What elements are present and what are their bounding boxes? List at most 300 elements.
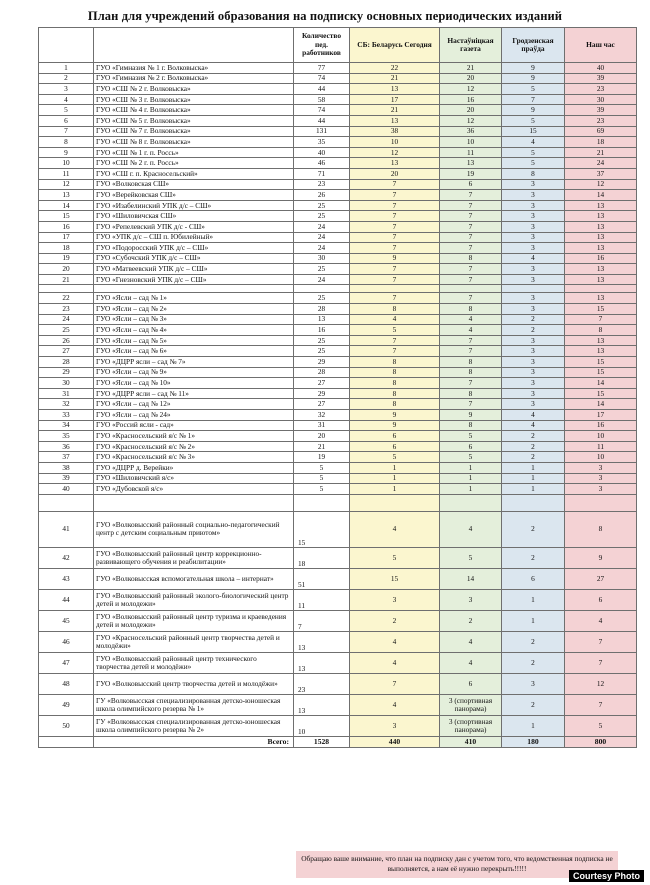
cell-institution: ГУО «Ясли – сад № 24» xyxy=(94,410,294,421)
cell-nast: 21 xyxy=(440,63,502,74)
cell-staff: 31 xyxy=(294,420,350,431)
cell-grod: 15 xyxy=(502,126,565,137)
cell-number: 34 xyxy=(39,420,94,431)
cell-sb: 7 xyxy=(350,221,440,232)
cell-sb: 5 xyxy=(350,547,440,568)
cell-institution: ГУО «Гимназия № 1 г. Волковыска» xyxy=(94,63,294,74)
cell-grod xyxy=(502,285,565,293)
header-grod: Гродзенская праўда xyxy=(502,28,565,63)
cell-institution: ГУО «Ясли – сад № 5» xyxy=(94,335,294,346)
cell-grod: 7 xyxy=(502,94,565,105)
cell-number: 3 xyxy=(39,84,94,95)
cell-sb: 7 xyxy=(350,243,440,254)
cell-nast: 6 xyxy=(440,441,502,452)
cell-grod: 3 xyxy=(502,264,565,275)
cell-number: 17 xyxy=(39,232,94,243)
cell-grod: 1 xyxy=(502,462,565,473)
cell-institution: ГУО «Волковысский центр творчества детей и молодёжи» xyxy=(94,673,294,694)
cell-number: 43 xyxy=(39,568,94,589)
cell-institution: ГУО «СШ № 7 г. Волковыска» xyxy=(94,126,294,137)
cell-grod: 3 xyxy=(502,673,565,694)
cell-number: 40 xyxy=(39,484,94,495)
cell-number: 42 xyxy=(39,547,94,568)
cell-grod: 3 xyxy=(502,232,565,243)
cell-number: 49 xyxy=(39,694,94,715)
cell-nash: 13 xyxy=(565,243,637,254)
cell-nast: 7 xyxy=(440,335,502,346)
cell-nast: 5 xyxy=(440,431,502,442)
cell-nast: 8 xyxy=(440,253,502,264)
cell-staff: 19 xyxy=(294,452,350,463)
cell-nast: 3 (спортивная панорама) xyxy=(440,715,502,736)
cell-staff xyxy=(294,285,350,293)
cell-nash: 27 xyxy=(565,568,637,589)
cell-nash: 3 xyxy=(565,484,637,495)
total-nash: 800 xyxy=(565,736,637,747)
cell-nast: 7 xyxy=(440,346,502,357)
table-row xyxy=(39,568,637,589)
cell-nast: 14 xyxy=(440,568,502,589)
cell-number: 28 xyxy=(39,357,94,368)
cell-sb: 4 xyxy=(350,631,440,652)
cell-staff: 46 xyxy=(294,158,350,169)
cell-institution: ГУО «ДЦРР ясли – сад № 11» xyxy=(94,388,294,399)
cell-sb: 6 xyxy=(350,431,440,442)
cell-nash: 16 xyxy=(565,420,637,431)
cell-sb: 7 xyxy=(350,346,440,357)
cell-number: 14 xyxy=(39,200,94,211)
cell-institution: ГУО «Волковысский районный центр туризма и краеведения детей и молодежи» xyxy=(94,610,294,631)
cell-staff: 21 xyxy=(294,441,350,452)
cell-staff: 25 xyxy=(294,211,350,222)
cell-sb: 13 xyxy=(350,158,440,169)
cell-number xyxy=(39,285,94,293)
cell-staff: 24 xyxy=(294,221,350,232)
cell-grod: 3 xyxy=(502,190,565,201)
table-row xyxy=(39,357,637,368)
cell-sb: 13 xyxy=(350,84,440,95)
cell-nash xyxy=(565,494,637,511)
cell-nast: 7 xyxy=(440,264,502,275)
cell-nast: 8 xyxy=(440,304,502,315)
table-row xyxy=(39,158,637,169)
cell-nash: 7 xyxy=(565,694,637,715)
spacer-row xyxy=(39,494,637,511)
cell-number: 18 xyxy=(39,243,94,254)
table-row xyxy=(39,511,637,547)
table-row xyxy=(39,388,637,399)
table-row xyxy=(39,211,637,222)
cell-staff: 15 xyxy=(294,511,350,547)
cell-number: 36 xyxy=(39,441,94,452)
cell-sb: 8 xyxy=(350,378,440,389)
cell-nash: 10 xyxy=(565,431,637,442)
cell-sb xyxy=(350,494,440,511)
cell-staff: 44 xyxy=(294,84,350,95)
header-staff: Количество пед. работников xyxy=(294,28,350,63)
table-row xyxy=(39,243,637,254)
table-row xyxy=(39,473,637,484)
cell-nash xyxy=(565,285,637,293)
cell-institution: ГУО «Дубовской я/с» xyxy=(94,484,294,495)
cell-grod: 3 xyxy=(502,367,565,378)
cell-sb: 1 xyxy=(350,484,440,495)
cell-institution: ГУО «СШ № 4 г. Волковыска» xyxy=(94,105,294,116)
cell-number: 27 xyxy=(39,346,94,357)
cell-staff: 18 xyxy=(294,547,350,568)
cell-staff: 20 xyxy=(294,431,350,442)
cell-grod: 3 xyxy=(502,211,565,222)
cell-nash: 14 xyxy=(565,378,637,389)
cell-staff: 24 xyxy=(294,232,350,243)
cell-sb: 4 xyxy=(350,694,440,715)
cell-grod: 1 xyxy=(502,589,565,610)
header-institution xyxy=(94,28,294,63)
cell-institution: ГУ «Волковысская специализированная детско-юношеская школа олимпийского резерва № 1» xyxy=(94,694,294,715)
table-row xyxy=(39,462,637,473)
table-row xyxy=(39,452,637,463)
cell-sb: 21 xyxy=(350,73,440,84)
cell-staff: 25 xyxy=(294,346,350,357)
cell-number xyxy=(39,494,94,511)
cell-nash: 13 xyxy=(565,200,637,211)
cell-institution: ГУО «Россий ясли - сад» xyxy=(94,420,294,431)
table-row xyxy=(39,399,637,410)
cell-institution: ГУО «Ясли – сад № 10» xyxy=(94,378,294,389)
cell-nast: 7 xyxy=(440,221,502,232)
table-header-row xyxy=(39,28,637,63)
cell-institution: ГУО «Субочский УПК д/с – СШ» xyxy=(94,253,294,264)
cell-grod: 2 xyxy=(502,694,565,715)
cell-number: 29 xyxy=(39,367,94,378)
cell-sb: 10 xyxy=(350,137,440,148)
cell-nash: 14 xyxy=(565,399,637,410)
cell-number: 50 xyxy=(39,715,94,736)
table-row xyxy=(39,314,637,325)
cell-number: 48 xyxy=(39,673,94,694)
cell-grod: 3 xyxy=(502,293,565,304)
cell-grod xyxy=(502,494,565,511)
cell-sb: 7 xyxy=(350,264,440,275)
cell-number: 35 xyxy=(39,431,94,442)
cell-number: 23 xyxy=(39,304,94,315)
cell-grod: 9 xyxy=(502,63,565,74)
cell-institution: ГУО «Красносельский я/с № 2» xyxy=(94,441,294,452)
cell-grod: 2 xyxy=(502,452,565,463)
cell-institution xyxy=(94,285,294,293)
cell-nast: 7 xyxy=(440,200,502,211)
cell-institution: ГУО «Красносельский я/с № 1» xyxy=(94,431,294,442)
cell-nast: 11 xyxy=(440,147,502,158)
cell-nash: 39 xyxy=(565,105,637,116)
cell-nash: 13 xyxy=(565,274,637,285)
cell-nast: 20 xyxy=(440,105,502,116)
cell-staff: 5 xyxy=(294,473,350,484)
cell-nast: 36 xyxy=(440,126,502,137)
cell-number: 47 xyxy=(39,652,94,673)
cell-institution: ГУО «Шиловичская СШ» xyxy=(94,211,294,222)
cell-number: 1 xyxy=(39,63,94,74)
table-row xyxy=(39,410,637,421)
table-row xyxy=(39,304,637,315)
cell-institution: ГУО «ДЦРР ясли – сад № 7» xyxy=(94,357,294,368)
cell-number: 15 xyxy=(39,211,94,222)
table-row xyxy=(39,652,637,673)
table-row xyxy=(39,264,637,275)
header-nast: Настаўніцкая газета xyxy=(440,28,502,63)
cell-staff: 25 xyxy=(294,335,350,346)
total-sb: 440 xyxy=(350,736,440,747)
cell-staff: 10 xyxy=(294,715,350,736)
cell-grod: 3 xyxy=(502,274,565,285)
cell-institution: ГУО «Ясли – сад № 12» xyxy=(94,399,294,410)
cell-nash: 7 xyxy=(565,314,637,325)
cell-sb: 38 xyxy=(350,126,440,137)
cell-number: 37 xyxy=(39,452,94,463)
cell-staff: 71 xyxy=(294,168,350,179)
cell-institution: ГУО «Матвеевский УПК д/с – СШ» xyxy=(94,264,294,275)
table-row xyxy=(39,589,637,610)
cell-nash: 15 xyxy=(565,357,637,368)
cell-nast: 1 xyxy=(440,462,502,473)
table-row xyxy=(39,547,637,568)
cell-grod: 1 xyxy=(502,473,565,484)
cell-nash: 39 xyxy=(565,73,637,84)
cell-number: 2 xyxy=(39,73,94,84)
cell-sb: 7 xyxy=(350,200,440,211)
cell-nash: 15 xyxy=(565,304,637,315)
cell-grod: 5 xyxy=(502,115,565,126)
cell-staff: 25 xyxy=(294,264,350,275)
cell-nash: 23 xyxy=(565,115,637,126)
cell-nast: 5 xyxy=(440,547,502,568)
cell-institution: ГУО «Волковысская вспомогательная школа – интернат» xyxy=(94,568,294,589)
table-row xyxy=(39,293,637,304)
table-row xyxy=(39,631,637,652)
table-row xyxy=(39,274,637,285)
table-row xyxy=(39,115,637,126)
cell-grod: 1 xyxy=(502,715,565,736)
cell-staff: 23 xyxy=(294,179,350,190)
cell-number: 33 xyxy=(39,410,94,421)
cell-sb: 15 xyxy=(350,568,440,589)
cell-nash: 7 xyxy=(565,631,637,652)
cell-institution: ГУО «Волковысский районный социально-педагогический центр с детским социальным приютом» xyxy=(94,511,294,547)
header-sb: СБ: Беларусь Сегодня xyxy=(350,28,440,63)
cell-nast: 13 xyxy=(440,158,502,169)
cell-staff: 27 xyxy=(294,378,350,389)
total-row xyxy=(39,736,637,747)
cell-nast: 10 xyxy=(440,137,502,148)
cell-staff: 35 xyxy=(294,137,350,148)
cell-number: 45 xyxy=(39,610,94,631)
cell-nast: 6 xyxy=(440,673,502,694)
cell-grod: 3 xyxy=(502,399,565,410)
cell-nash: 30 xyxy=(565,94,637,105)
cell-number: 39 xyxy=(39,473,94,484)
cell-nash: 6 xyxy=(565,589,637,610)
table-row xyxy=(39,63,637,74)
cell-nast: 3 xyxy=(440,589,502,610)
cell-grod: 2 xyxy=(502,511,565,547)
table-row xyxy=(39,325,637,336)
cell-sb: 13 xyxy=(350,115,440,126)
cell-institution: ГУО «Волковысский районный центр коррекционно-развивающего обучения и реабилитации» xyxy=(94,547,294,568)
cell-nast xyxy=(440,494,502,511)
cell-grod: 3 xyxy=(502,346,565,357)
table-row xyxy=(39,221,637,232)
cell-staff: 16 xyxy=(294,325,350,336)
total-nast: 410 xyxy=(440,736,502,747)
cell-grod: 3 xyxy=(502,378,565,389)
table-row xyxy=(39,168,637,179)
cell-institution: ГУО «Ясли – сад № 2» xyxy=(94,304,294,315)
table-row xyxy=(39,335,637,346)
cell-sb: 7 xyxy=(350,293,440,304)
cell-nast: 8 xyxy=(440,420,502,431)
cell-number: 16 xyxy=(39,221,94,232)
cell-sb: 22 xyxy=(350,63,440,74)
cell-institution: ГУО «Ясли – сад № 4» xyxy=(94,325,294,336)
cell-sb: 7 xyxy=(350,232,440,243)
cell-staff: 25 xyxy=(294,200,350,211)
cell-nast: 7 xyxy=(440,211,502,222)
cell-nast: 7 xyxy=(440,293,502,304)
cell-number: 7 xyxy=(39,126,94,137)
cell-sb: 9 xyxy=(350,420,440,431)
cell-staff: 26 xyxy=(294,190,350,201)
cell-sb: 7 xyxy=(350,190,440,201)
cell-staff: 51 xyxy=(294,568,350,589)
cell-number: 8 xyxy=(39,137,94,148)
cell-nast: 12 xyxy=(440,115,502,126)
table-row xyxy=(39,420,637,431)
table-row xyxy=(39,431,637,442)
cell-sb: 4 xyxy=(350,314,440,325)
table-row xyxy=(39,441,637,452)
cell-grod: 3 xyxy=(502,243,565,254)
cell-sb: 8 xyxy=(350,399,440,410)
cell-institution: ГУО «СШ № 3 г. Волковыска» xyxy=(94,94,294,105)
cell-staff: 23 xyxy=(294,673,350,694)
cell-nast: 7 xyxy=(440,243,502,254)
cell-nash: 4 xyxy=(565,610,637,631)
cell-sb: 8 xyxy=(350,367,440,378)
cell-institution xyxy=(94,494,294,511)
cell-nast: 2 xyxy=(440,610,502,631)
cell-sb: 1 xyxy=(350,473,440,484)
cell-sb: 8 xyxy=(350,388,440,399)
cell-nash: 12 xyxy=(565,673,637,694)
cell-number: 22 xyxy=(39,293,94,304)
cell-number: 25 xyxy=(39,325,94,336)
cell-staff: 28 xyxy=(294,304,350,315)
table-row xyxy=(39,126,637,137)
cell-nash: 10 xyxy=(565,452,637,463)
cell-number: 46 xyxy=(39,631,94,652)
cell-number: 30 xyxy=(39,378,94,389)
table-row xyxy=(39,715,637,736)
cell-sb: 2 xyxy=(350,610,440,631)
cell-staff: 28 xyxy=(294,367,350,378)
cell-grod: 5 xyxy=(502,84,565,95)
cell-grod: 2 xyxy=(502,441,565,452)
cell-nast: 7 xyxy=(440,399,502,410)
cell-nash: 8 xyxy=(565,325,637,336)
cell-grod: 2 xyxy=(502,314,565,325)
cell-institution: ГУ «Волковысская специализированная детско-юношеская школа олимпийского резерва № 2» xyxy=(94,715,294,736)
cell-staff: 74 xyxy=(294,105,350,116)
cell-grod: 6 xyxy=(502,568,565,589)
table-row xyxy=(39,84,637,95)
cell-grod: 3 xyxy=(502,221,565,232)
cell-staff: 11 xyxy=(294,589,350,610)
cell-nast: 4 xyxy=(440,314,502,325)
cell-staff: 5 xyxy=(294,462,350,473)
cell-nash: 3 xyxy=(565,473,637,484)
cell-nast xyxy=(440,285,502,293)
cell-institution: ГУО «Шиловичский я/с» xyxy=(94,473,294,484)
cell-nast: 8 xyxy=(440,367,502,378)
cell-nast: 1 xyxy=(440,473,502,484)
table-row xyxy=(39,694,637,715)
cell-institution: ГУО «Волковысский районный центр технического творчества детей и молодёжи» xyxy=(94,652,294,673)
table-row xyxy=(39,190,637,201)
cell-sb: 3 xyxy=(350,589,440,610)
cell-institution: ГУО «Ясли – сад № 6» xyxy=(94,346,294,357)
header-number xyxy=(39,28,94,63)
cell-nast: 9 xyxy=(440,410,502,421)
cell-institution: ГУО «СШ № 2 г. Волковыска» xyxy=(94,84,294,95)
cell-institution: ГУО «СШ № 2 г. п. Россь» xyxy=(94,158,294,169)
cell-nast: 20 xyxy=(440,73,502,84)
cell-staff: 13 xyxy=(294,631,350,652)
cell-institution: ГУО «СШ № 1 г. п. Россь» xyxy=(94,147,294,158)
cell-nash: 13 xyxy=(565,335,637,346)
cell-staff: 13 xyxy=(294,694,350,715)
cell-nash: 15 xyxy=(565,367,637,378)
cell-nast: 8 xyxy=(440,388,502,399)
cell-institution: ГУО «СШ № 8 г. Волковыска» xyxy=(94,137,294,148)
cell-institution: ГУО «Подоросский УПК д/с – СШ» xyxy=(94,243,294,254)
cell-sb: 1 xyxy=(350,462,440,473)
cell-staff: 5 xyxy=(294,484,350,495)
cell-staff: 29 xyxy=(294,388,350,399)
cell-institution: ГУО «СШ № 5 г. Волковыска» xyxy=(94,115,294,126)
cell-nast: 7 xyxy=(440,378,502,389)
total-label: Всего: xyxy=(94,736,294,747)
cell-institution: ГУО «Ясли – сад № 9» xyxy=(94,367,294,378)
cell-grod: 2 xyxy=(502,431,565,442)
cell-nash: 5 xyxy=(565,715,637,736)
table-row xyxy=(39,367,637,378)
cell-staff: 24 xyxy=(294,274,350,285)
cell-staff: 32 xyxy=(294,410,350,421)
cell-number: 13 xyxy=(39,190,94,201)
cell-nast: 5 xyxy=(440,452,502,463)
cell-grod: 4 xyxy=(502,420,565,431)
cell-institution: ГУО «Гнезновский УПК д/с – СШ» xyxy=(94,274,294,285)
cell-nash: 11 xyxy=(565,441,637,452)
cell-nash: 16 xyxy=(565,253,637,264)
table-row xyxy=(39,137,637,148)
cell-nash: 3 xyxy=(565,462,637,473)
cell-nast: 16 xyxy=(440,94,502,105)
cell-nast: 19 xyxy=(440,168,502,179)
total-staff: 1528 xyxy=(294,736,350,747)
cell-staff: 7 xyxy=(294,610,350,631)
total-grod: 180 xyxy=(502,736,565,747)
